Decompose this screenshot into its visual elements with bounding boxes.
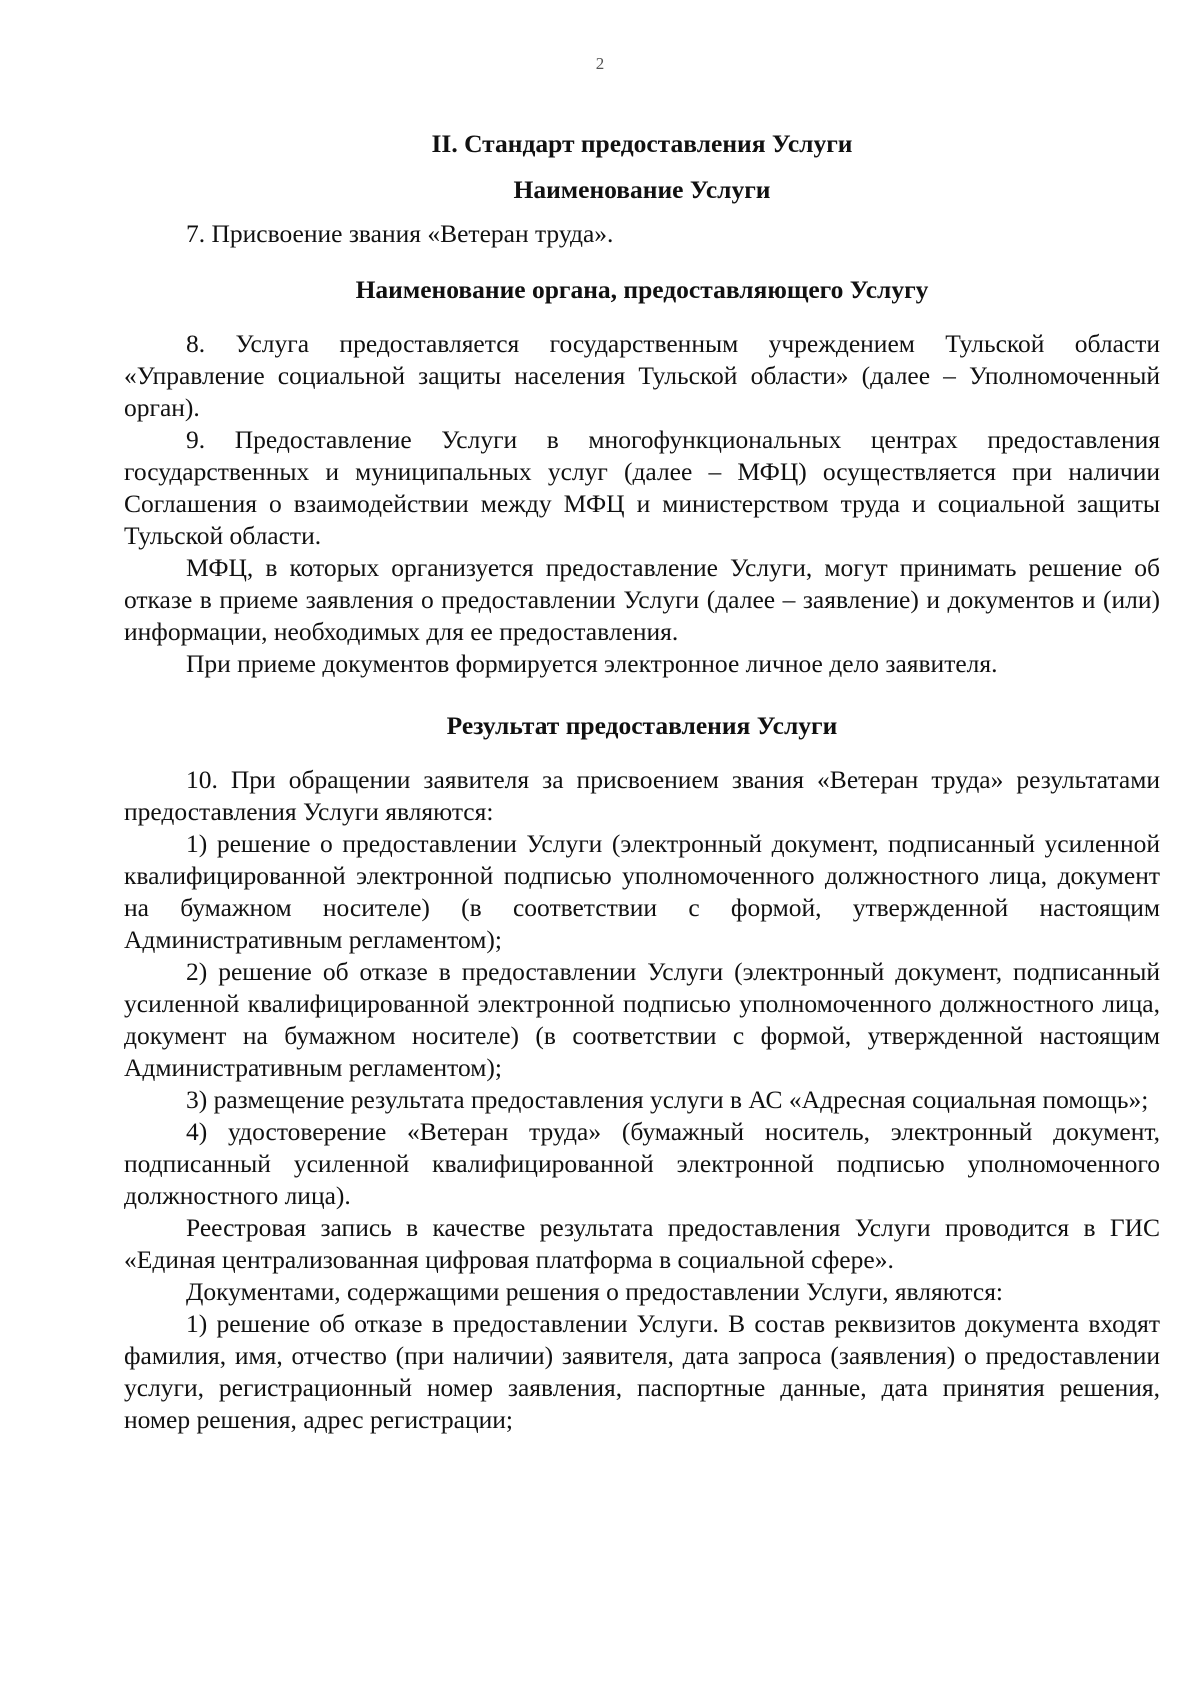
- heading-service-name: Наименование Услуги: [513, 175, 771, 204]
- heading-authority: Наименование органа, предоставляющего Услугу: [355, 275, 929, 304]
- paragraph-8: 8. Услуга предоставляется государственным учреждением Тульской области «Управление социальной защиты населения Тульской области» (далее – Уполномоченный орган).: [124, 329, 1160, 422]
- document-body: [124, 128, 1160, 1436]
- paragraph-10: 10. При обращении заявителя за присвоением звания «Ветеран труда» результатами предоставления Услуги являются:: [124, 765, 1160, 826]
- paragraph-documents: Документами, содержащими решения о предоставлении Услуги, являются:: [186, 1277, 1004, 1306]
- section-title: II. Стандарт предоставления Услуги: [431, 129, 853, 158]
- result-item-1: 1) решение о предоставлении Услуги (электронный документ, подписанный усиленной квалифицированной электронной подписью уполномоченного должностного лица, документ на бумажном носителе) (в соответствии с формой, утвержденной настоящим Административным регламентом);: [124, 829, 1160, 954]
- document-item-1: 1) решение об отказе в предоставлении Услуги. В состав реквизитов документа входят фамилия, имя, отчество (при наличии) заявителя, дата запроса (заявления) о предоставлении услуги, регистрационный номер заявления, паспортные данные, дата принятия решения, номер решения, адрес регистрации;: [124, 1309, 1160, 1434]
- page-number: 2: [595, 54, 605, 73]
- result-item-3: 3) размещение результата предоставления услуги в АС «Адресная социальная помощь»;: [186, 1085, 1149, 1114]
- result-item-4: 4) удостоверение «Ветеран труда» (бумажный носитель, электронный документ, подписанный усиленной квалифицированной электронной подписью уполномоченного должностного лица).: [124, 1117, 1160, 1210]
- heading-result: Результат предоставления Услуги: [446, 711, 838, 740]
- paragraph-registry: Реестровая запись в качестве результата предоставления Услуги проводится в ГИС «Единая централизованная цифровая платформа в социальной сфере».: [124, 1213, 1160, 1274]
- paragraph-personal-file: При приеме документов формируется электронное личное дело заявителя.: [186, 649, 998, 678]
- paragraph-7: 7. Присвоение звания «Ветеран труда».: [186, 219, 614, 248]
- paragraph-mfc: МФЦ, в которых организуется предоставление Услуги, могут принимать решение об отказе в приеме заявления о предоставлении Услуги (далее – заявление) и документов и (или) информации, необходимых для ее предоставления.: [124, 553, 1160, 646]
- paragraph-9: 9. Предоставление Услуги в многофункциональных центрах предоставления государственных и муниципальных услуг (далее – МФЦ) осуществляется при наличии Соглашения о взаимодействии между МФЦ и министерством труда и социальной защиты Тульской области.: [124, 425, 1160, 550]
- result-item-2: 2) решение об отказе в предоставлении Услуги (электронный документ, подписанный усиленной квалифицированной электронной подписью уполномоченного должностного лица, документ на бумажном носителе) (в соответствии с формой, утвержденной настоящим Административным регламентом);: [124, 957, 1160, 1082]
